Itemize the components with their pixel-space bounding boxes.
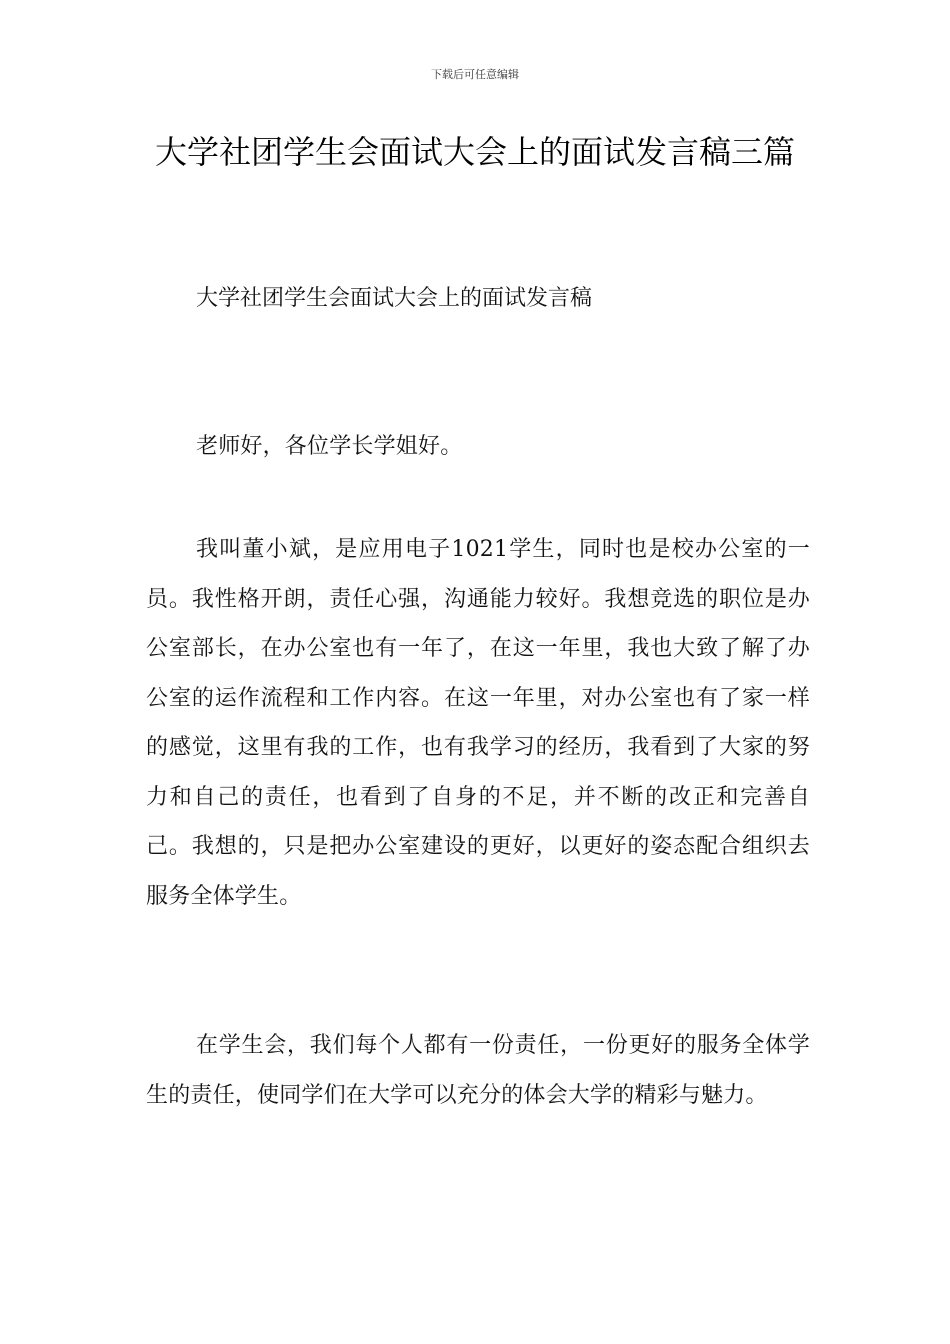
paragraph-responsibility: 在学生会，我们每个人都有一份责任，一份更好的服务全体学生的责任，使同学们在大学可以充分的体会大学的精彩与魅力。 [146,1033,810,1108]
document-title: 大学社团学生会面试大会上的面试发言稿三篇 [154,133,795,171]
document-subtitle: 大学社团学生会面试大会上的面试发言稿 [196,286,593,311]
paragraph-greeting: 老师好，各位学长学姐好。 [196,434,463,459]
header-note: 下载后可任意编辑 [431,68,519,81]
paragraph-introduction: 我叫董小斌，是应用电子1021学生，同时也是校办公室的一员。我性格开朗，责任心强，沟通能力较好。我想竞选的职位是办公室部长，在办公室也有一年了，在这一年里，我也大致了解了办公室的运作流程和工作内容。在这一年里，对办公室也有了家一样的感觉，这里有我的工作，也有我学习的经历，我看到了大家的努力和自己的责任，也看到了自身的不足，并不断的改正和完善自己。我想的，只是把办公室建设的更好，以更好的姿态配合组织去服务全体学生。 [146,537,810,909]
